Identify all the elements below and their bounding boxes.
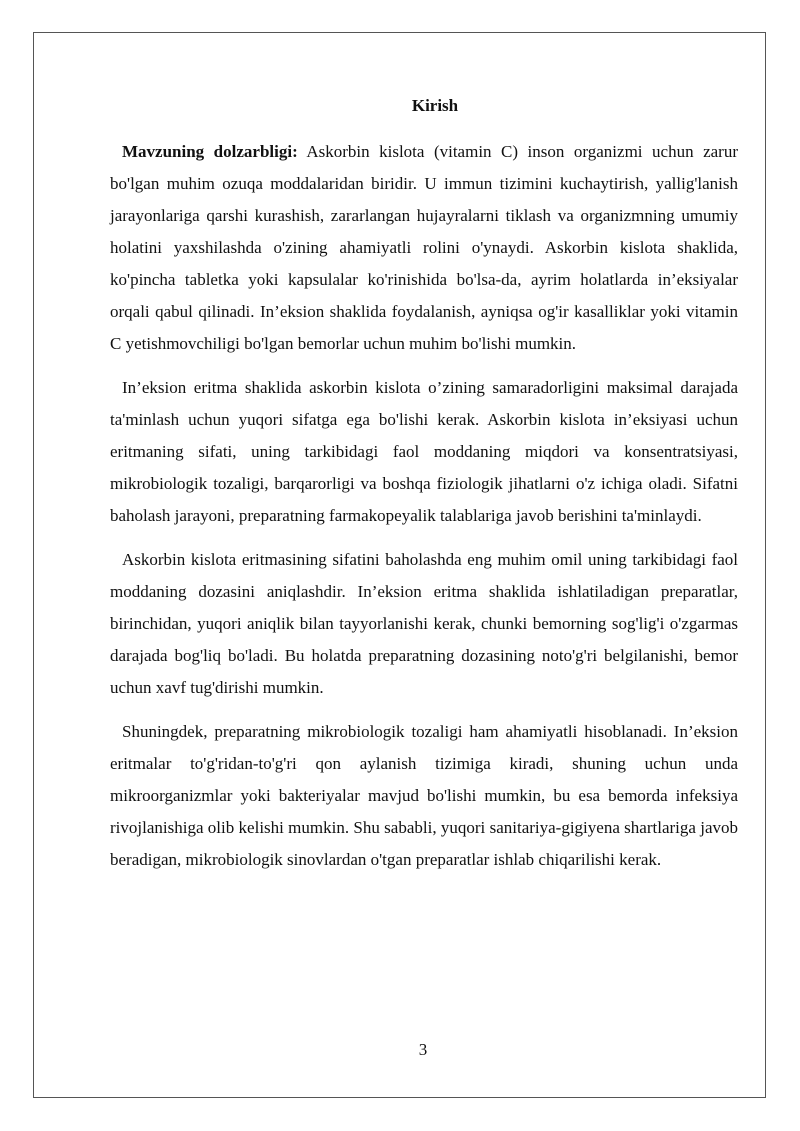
paragraph-text: Askorbin kislota (vitamin C) inson organizmi uchun zarur bo'lgan muhim ozuqa moddalaridan biridir. U immun tizimini kuchaytirish, yallig'lanish jarayonlariga qarshi kurashish, zararlangan hujayralarni tiklash va organizmning umumiy holatini yaxshilashda o'zining ahamiyatli rolini o'ynaydi. Askorbin kislota shaklida, ko'pincha tabletka yoki kapsulalar ko'rinishida bo'lsa-da, ayrim holatlarda in’eksiyalar orqali qabul qilinadi. In’eksion shaklida foydalanish, ayniqsa og'ir kasalliklar yoki vitamin C yetishmovchiligi bo'lgan bemorlar uchun muhim bo'lishi mumkin. xyxy=(110,142,738,353)
paragraph-relevance xyxy=(110,136,738,360)
section-title: Kirish xyxy=(411,96,459,115)
paragraph-dosage: Askorbin kislota eritmasining sifatini baholashda eng muhim omil uning tarkibidagi faol moddaning dozasini aniqlashdir. In’eksion eritma shaklida ishlatiladigan preparatlar, birinchidan, yuqori aniqlik bilan tayyorlanishi kerak, chunki bemorning sog'lig'i o'zgarmas darajada bog'liq bo'ladi. Bu holatda preparatning dozasining noto'g'ri belgilanishi, bemor uchun xavf tug'dirishi mumkin. xyxy=(110,550,738,697)
paragraph-microbiological-purity: Shuningdek, preparatning mikrobiologik tozaligi ham ahamiyatli hisoblanadi. In’eksion eritmalar to'g'ridan-to'g'ri qon aylanish tizimiga kiradi, shuning uchun unda mikroorganizmlar yoki bakteriyalar mavjud bo'lishi mumkin, bu esa bemorda infeksiya rivojlanishiga olib kelishi mumkin. Shu sababli, yuqori sanitariya-gigiyena shartlariga javob beradigan, mikrobiologik sinovlardan o'tgan preparatlar ishlab chiqarilishi kerak. xyxy=(110,722,738,869)
page-number: 3 xyxy=(418,1040,428,1059)
document-body xyxy=(110,92,738,888)
paragraph-injection-quality: In’eksion eritma shaklida askorbin kislota o’zining samaradorligini maksimal darajada ta'minlash uchun yuqori sifatga ega bo'lishi kerak. Askorbin kislota in’eksiyasi uchun eritmaning sifati, uning tarkibidagi faol moddaning miqdori va konsentratsiyasi, mikrobiologik tozaligi, barqarorligi va boshqa fiziologik jihatlarni o'z ichiga oladi. Sifatni baholash jarayoni, preparatning farmakopeyalik talablariga javob berishini ta'minlaydi. xyxy=(110,378,738,525)
paragraph-lead: Mavzuning dolzarbligi: xyxy=(122,142,298,161)
